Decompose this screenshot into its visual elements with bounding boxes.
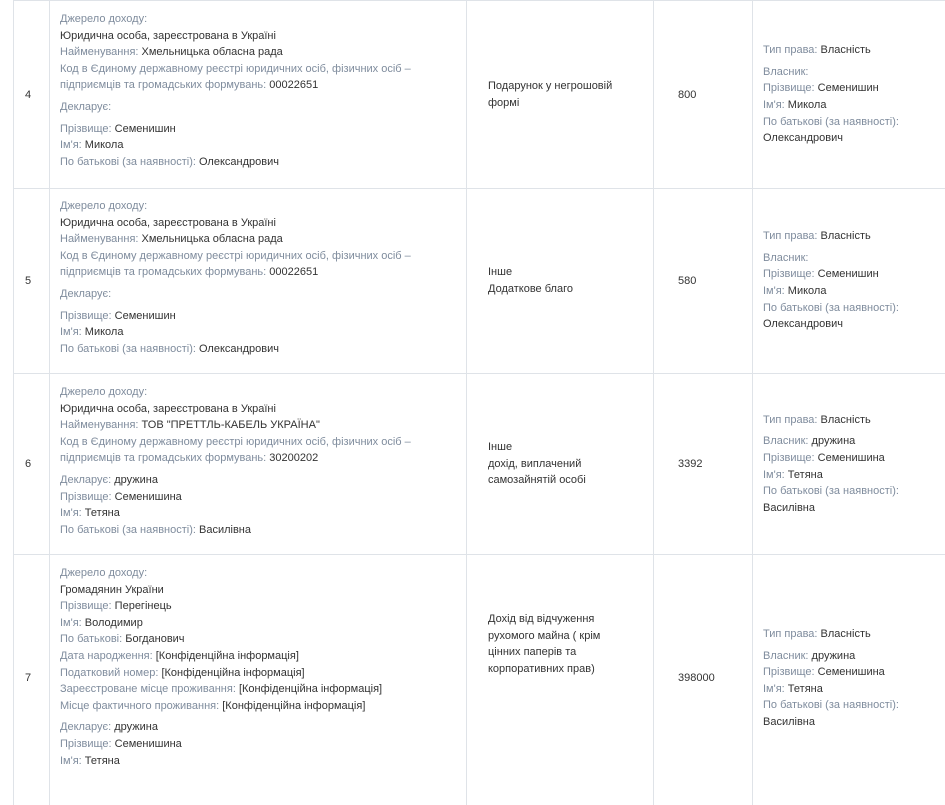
patronymic-value: Василівна xyxy=(763,501,815,514)
surname-value: Семенишина xyxy=(114,737,182,750)
firstname-value: Микола xyxy=(787,99,827,111)
actual-address-value: [Конфіденційна інформація] xyxy=(222,699,366,712)
surname-label: Прізвище: xyxy=(763,451,815,464)
source-type: Громадянин України xyxy=(60,583,164,596)
patronymic-value: Олександрович xyxy=(199,342,279,355)
table-row xyxy=(13,0,945,189)
actual-address-label: Місце фактичного проживання: xyxy=(60,699,220,712)
right-type-label: Тип права: xyxy=(763,628,818,640)
patronymic-value: Василівна xyxy=(199,523,251,536)
income-type-cell xyxy=(467,188,653,373)
reg-address-value: [Конфіденційна інформація] xyxy=(238,683,383,696)
amount-value: 580 xyxy=(678,274,697,287)
declarant-label: Декларує: xyxy=(60,100,112,113)
firstname-label: Ім'я: xyxy=(763,285,785,297)
amount-cell xyxy=(654,1,752,188)
table-row xyxy=(13,374,945,555)
birthdate-value: [Конфіденційна інформація] xyxy=(155,649,299,662)
patronymic-value: Василівна xyxy=(763,715,815,728)
owner-value: дружина xyxy=(811,649,856,662)
firstname-value: Микола xyxy=(787,285,827,297)
row-number-cell xyxy=(13,374,49,554)
rights-cell xyxy=(753,188,945,373)
source-firstname: Володимир xyxy=(84,616,143,629)
birthdate-label: Дата народження: xyxy=(60,649,153,662)
row-number: 5 xyxy=(25,274,32,287)
surname-label: Прізвище: xyxy=(60,600,112,613)
tax-number-label: Податковий номер: xyxy=(60,666,159,679)
right-type-label: Тип права: xyxy=(763,413,818,426)
amount-value: 398000 xyxy=(678,672,715,684)
income-type-line: дохід, виплачений xyxy=(488,457,582,470)
row-number-cell xyxy=(13,1,49,188)
source-label: Джерело доходу: xyxy=(60,13,148,25)
declarant-value: дружина xyxy=(114,473,158,486)
patronymic-value: Олександрович xyxy=(763,132,843,145)
firstname-value: Тетяна xyxy=(787,468,823,481)
declarant-label: Декларує: xyxy=(60,287,112,300)
patronymic-label: По батькові (за наявності): xyxy=(60,155,196,168)
row-number: 7 xyxy=(25,672,32,684)
owner-label: Власник: xyxy=(763,649,809,662)
surname-value: Семенишин xyxy=(817,268,879,281)
row-number-cell xyxy=(13,188,49,373)
firstname-value: Тетяна xyxy=(84,754,120,767)
income-type-line: Подарунок у негрошовій xyxy=(488,79,613,92)
income-source-cell xyxy=(50,1,466,188)
name-label: Найменування: xyxy=(60,46,139,59)
rights-cell xyxy=(753,1,945,188)
firstname-value: Тетяна xyxy=(787,682,823,695)
source-type: Юридична особа, зареєстрована в Україні xyxy=(60,29,276,42)
declarant-label: Декларує: xyxy=(60,721,112,734)
surname-label: Прізвище: xyxy=(60,737,112,750)
firstname-label: Ім'я: xyxy=(60,507,82,520)
reg-address-label: Зареєстроване місце проживання: xyxy=(60,683,236,696)
source-label: Джерело доходу: xyxy=(60,200,148,212)
source-label: Джерело доходу: xyxy=(60,567,148,579)
firstname-label: Ім'я: xyxy=(60,139,82,152)
right-type-value: Власність xyxy=(820,44,871,57)
income-source-cell xyxy=(50,374,466,554)
source-code: 00022651 xyxy=(269,266,319,279)
surname-label: Прізвище: xyxy=(763,82,815,95)
source-code: 30200202 xyxy=(269,452,319,465)
income-source-cell xyxy=(50,188,466,373)
tax-number-value: [Конфіденційна інформація] xyxy=(161,666,305,679)
surname-label: Прізвище: xyxy=(763,666,815,679)
surname-label: Прізвище: xyxy=(60,122,112,135)
row-number: 6 xyxy=(25,458,32,470)
patronymic-label: По батькові (за наявності): xyxy=(60,342,196,355)
patronymic-label: По батькові (за наявності): xyxy=(763,699,899,712)
code-label: Код в Єдиному державному реєстрі юридичних осіб, фізичних осіб – підприємців та громадських формувань: xyxy=(60,435,411,465)
name-label: Найменування: xyxy=(60,419,139,432)
owner-label: Власник: xyxy=(763,65,809,78)
declarant-value: дружина xyxy=(114,721,158,734)
amount-value: 3392 xyxy=(678,458,703,470)
source-name: Хмельницька обласна рада xyxy=(141,233,283,246)
income-type-line: рухомого майна ( крім xyxy=(488,629,601,642)
source-patronymic: Богданович xyxy=(125,633,185,646)
source-code: 00022651 xyxy=(269,79,319,92)
income-type-line: Дохід від відчуження xyxy=(488,613,595,625)
income-type-line: формі xyxy=(488,96,520,109)
owner-value: дружина xyxy=(811,435,856,448)
firstname-label: Ім'я: xyxy=(763,682,785,695)
income-type-cell xyxy=(467,374,653,554)
patronymic-value: Олександрович xyxy=(199,155,279,168)
surname-label: Прізвище: xyxy=(763,268,815,281)
patronymic-value: Олександрович xyxy=(763,318,843,331)
right-type-label: Тип права: xyxy=(763,230,818,243)
source-type: Юридична особа, зареєстрована в Україні xyxy=(60,216,276,229)
firstname-label: Ім'я: xyxy=(60,326,82,339)
patronymic-label: По батькові (за наявності): xyxy=(763,115,899,128)
income-type-line: Інше xyxy=(488,441,513,454)
source-type: Юридична особа, зареєстрована в Україні xyxy=(60,402,276,415)
amount-cell xyxy=(654,188,752,373)
income-type-line: самозайнятій особі xyxy=(488,474,586,487)
amount-cell xyxy=(654,374,752,554)
owner-label: Власник: xyxy=(763,251,809,264)
table-row xyxy=(13,188,945,374)
firstname-label: Ім'я: xyxy=(60,616,82,629)
firstname-label: Ім'я: xyxy=(763,99,785,111)
income-type-cell xyxy=(467,1,653,188)
rights-cell xyxy=(753,374,945,554)
surname-label: Прізвище: xyxy=(60,309,112,322)
right-type-value: Власність xyxy=(820,230,871,243)
patronymic-label: По батькові (за наявності): xyxy=(763,301,899,314)
income-type-line: цінних паперів та xyxy=(488,646,577,659)
right-type-label: Тип права: xyxy=(763,44,818,57)
right-type-value: Власність xyxy=(820,628,871,640)
patronymic-label: По батькові: xyxy=(60,633,123,646)
owner-label: Власник: xyxy=(763,435,809,448)
amount-value: 800 xyxy=(678,88,697,101)
source-surname: Перегінець xyxy=(114,600,172,613)
row-number: 4 xyxy=(25,88,32,101)
surname-value: Семенишина xyxy=(817,451,885,464)
firstname-label: Ім'я: xyxy=(60,754,82,767)
source-name: Хмельницька обласна рада xyxy=(141,46,283,59)
surname-value: Семенишин xyxy=(114,122,176,135)
declarant-label: Декларує: xyxy=(60,473,112,486)
firstname-value: Микола xyxy=(84,139,124,152)
firstname-value: Тетяна xyxy=(84,507,120,520)
code-label: Код в Єдиному державному реєстрі юридичних осіб, фізичних осіб – підприємців та громадських формувань: xyxy=(60,249,411,279)
surname-label: Прізвище: xyxy=(60,490,112,503)
patronymic-label: По батькові (за наявності): xyxy=(763,485,899,498)
patronymic-label: По батькові (за наявності): xyxy=(60,523,196,536)
firstname-label: Ім'я: xyxy=(763,468,785,481)
income-type-line: Додаткове благо xyxy=(488,282,573,295)
surname-value: Семенишина xyxy=(817,666,885,679)
surname-value: Семенишина xyxy=(114,490,182,503)
source-label: Джерело доходу: xyxy=(60,386,148,398)
code-label: Код в Єдиному державному реєстрі юридичних осіб, фізичних осіб – підприємців та громадських формувань: xyxy=(60,62,411,92)
surname-value: Семенишин xyxy=(114,309,176,322)
right-type-value: Власність xyxy=(820,413,871,426)
firstname-value: Микола xyxy=(84,326,124,339)
surname-value: Семенишин xyxy=(817,82,879,95)
source-name: ТОВ "ПРЕТТЛЬ-КАБЕЛЬ УКРАЇНА" xyxy=(141,419,320,432)
income-type-line: Інше xyxy=(488,265,513,278)
income-type-line: корпоративних прав) xyxy=(488,662,595,675)
name-label: Найменування: xyxy=(60,233,139,246)
